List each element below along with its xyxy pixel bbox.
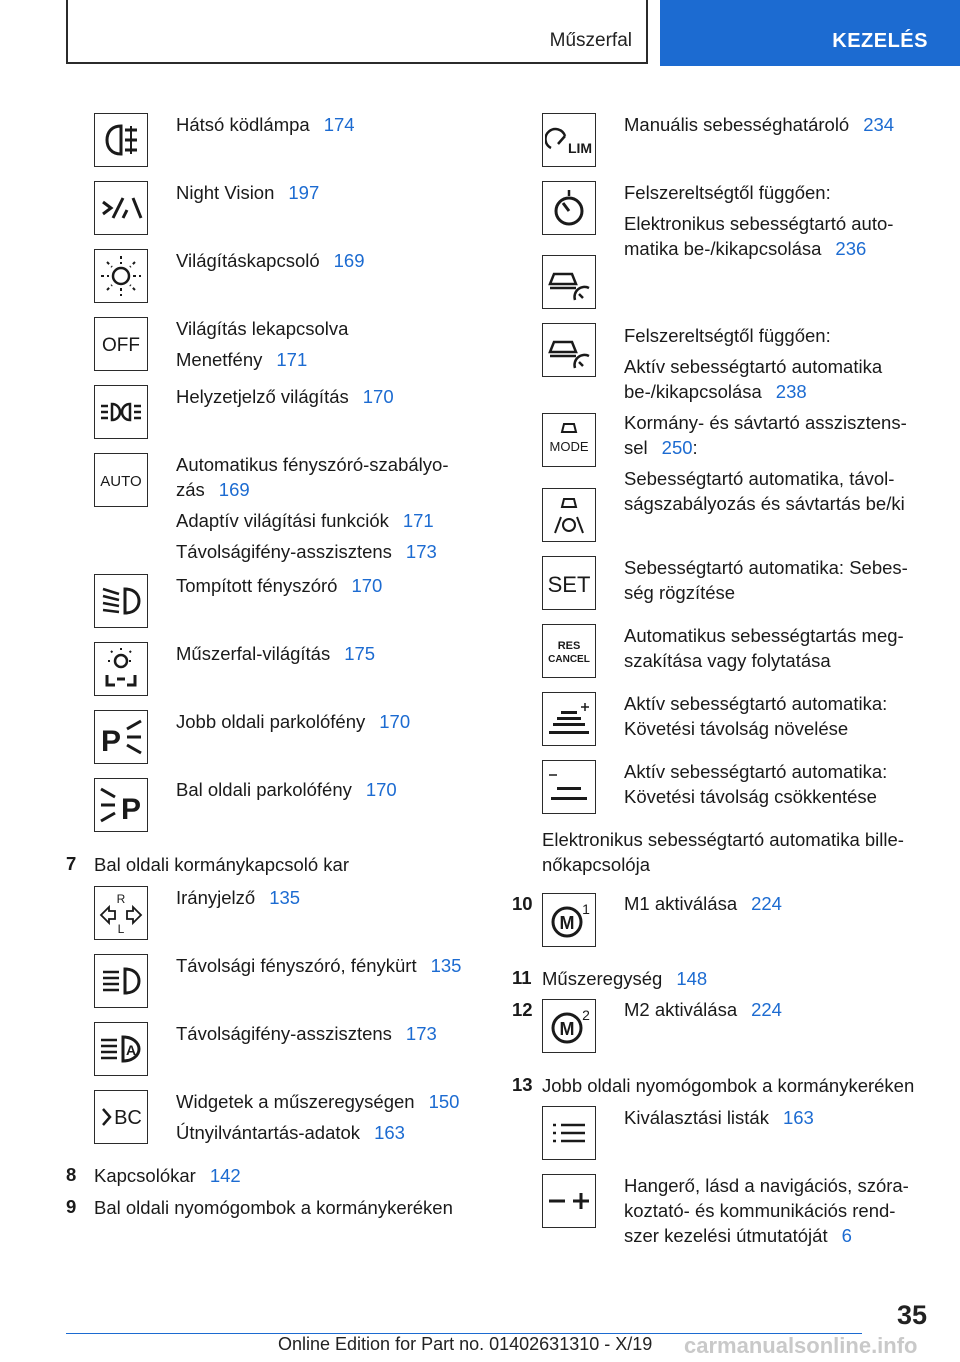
text: Távolságifény-asszisztens — [176, 541, 392, 562]
svg-text:1: 1 — [582, 901, 590, 917]
night-vision-icon — [94, 181, 148, 235]
text: Helyzetjelző világítás — [176, 386, 349, 407]
rear-fog-light-icon — [94, 113, 148, 167]
page-ref-link[interactable]: 170 — [365, 779, 397, 800]
page-ref-link[interactable]: 171 — [276, 349, 308, 370]
instrument-lighting-icon — [94, 642, 148, 696]
text: Sebességtartó automatika: Sebes- — [624, 557, 908, 578]
text: Elektronikus sebességtartó automatika bille- — [542, 829, 904, 850]
text: Kormány- és sávtartó asszisztens- — [624, 412, 907, 433]
m2-icon — [542, 999, 596, 1053]
page-ref-link[interactable]: 6 — [841, 1225, 852, 1246]
svg-text:P: P — [100, 725, 122, 758]
text: Hátsó ködlámpa — [176, 114, 310, 135]
off-icon — [94, 317, 148, 371]
page-ref-link[interactable]: 148 — [676, 968, 708, 989]
turn-signal-icon — [94, 886, 148, 940]
svg-text:L: L — [117, 922, 125, 936]
res-cancel-icon — [542, 624, 596, 678]
item-text: Bal oldali kormánykapcsoló kar — [94, 854, 350, 875]
item-number: 10 — [512, 893, 533, 914]
text: Adaptív világítási funkciók — [176, 510, 389, 531]
page-ref-link[interactable]: 236 — [835, 238, 867, 259]
item-number: 13 — [512, 1074, 533, 1095]
text: Aktív sebességtartó automatika — [624, 356, 883, 377]
text: Sebességtartó automatika, távol- — [624, 468, 895, 489]
text: Night Vision — [176, 182, 275, 203]
svg-text:P: P — [120, 793, 142, 826]
text: Világítás lekapcsolva — [176, 318, 349, 339]
text: Felszereltségtől függően: — [624, 325, 831, 346]
left-parking-light-icon — [94, 778, 148, 832]
text: szer kezelési útmutatóját — [624, 1225, 828, 1246]
distance-decrease-icon — [542, 760, 596, 814]
page-ref-link[interactable]: 135 — [430, 955, 462, 976]
text: Automatikus sebességtartás meg- — [624, 625, 904, 646]
page-ref-link[interactable]: 169 — [218, 479, 250, 500]
text: : — [692, 437, 698, 458]
page-number: 35 — [896, 1300, 927, 1330]
page-ref-link[interactable]: 163 — [374, 1122, 405, 1143]
text: Manuális sebességhatároló — [624, 114, 850, 135]
text: szakítása vagy folytatása — [624, 650, 831, 671]
text: Követési távolság csökkentése — [624, 786, 877, 807]
high-beam-icon — [94, 954, 148, 1008]
text: Műszerfal-világítás — [176, 643, 331, 664]
item-number: 12 — [512, 999, 533, 1020]
text: sel — [624, 437, 648, 458]
page-ref-link[interactable]: 163 — [782, 1107, 814, 1128]
text: Útnyilvántartás-adatok — [176, 1122, 361, 1143]
light-switch-icon — [94, 249, 148, 303]
text: Irányjelző — [176, 887, 256, 908]
text: matika be-/kikapcsolása — [624, 238, 822, 259]
item-number: 7 — [66, 853, 77, 874]
text: Távolsági fényszóró, fénykürt — [176, 955, 417, 976]
bc-icon-label: BC — [114, 1107, 142, 1129]
page-ref-link[interactable]: 170 — [379, 711, 411, 732]
text: Kiválasztási listák — [624, 1107, 769, 1128]
text: M1 aktiválása — [624, 893, 738, 914]
text: be-/kikapcsolása — [624, 381, 762, 402]
list-icon — [542, 1106, 596, 1160]
speed-limiter-icon — [542, 113, 596, 167]
page-ref-link[interactable]: 174 — [323, 114, 355, 135]
page-ref-link[interactable]: 135 — [269, 887, 301, 908]
text: koztató- és kommunikációs rend- — [624, 1200, 896, 1221]
text: Felszereltségtől függően: — [624, 182, 831, 203]
high-beam-assist-icon — [94, 1022, 148, 1076]
text: zás — [176, 479, 205, 500]
distance-increase-icon — [542, 692, 596, 746]
page-header — [0, 0, 960, 66]
page-ref-link[interactable]: 170 — [351, 575, 383, 596]
item-text: Bal oldali nyomógombok a kormánykeréken — [94, 1197, 453, 1218]
item-text: Kapcsolókar — [94, 1165, 196, 1186]
item-number: 8 — [66, 1164, 77, 1185]
page-ref-link[interactable]: 142 — [209, 1165, 241, 1186]
text: M2 aktiválása — [624, 999, 738, 1020]
active-cruise-icon — [542, 323, 596, 377]
text: nőkapcsolója — [542, 854, 650, 875]
watermark: carmanualsonline.info — [684, 1333, 918, 1358]
text: Jobb oldali parkolófény — [176, 711, 366, 732]
page-ref-link[interactable]: 250 — [661, 437, 693, 458]
svg-text:MODE: MODE — [549, 439, 589, 454]
item-text: Jobb oldali nyomógombok a kormánykeréken — [542, 1075, 915, 1096]
text: Világításkapcsoló — [176, 250, 320, 271]
auto-icon — [94, 453, 148, 507]
page-ref-link[interactable]: 175 — [344, 643, 376, 664]
item-number: 9 — [66, 1196, 77, 1217]
page-ref-link[interactable]: 224 — [751, 999, 782, 1020]
low-beam-icon — [94, 574, 148, 628]
res-icon-label: RES — [557, 640, 581, 652]
text: Widgetek a műszeregységen — [176, 1091, 415, 1112]
set-icon — [542, 556, 596, 610]
cancel-icon-label: CANCEL — [548, 654, 590, 665]
page-ref-link[interactable]: 169 — [333, 250, 365, 271]
page-ref-link[interactable]: 150 — [428, 1091, 460, 1112]
svg-text:2: 2 — [582, 1007, 590, 1023]
off-icon-label: OFF — [102, 335, 140, 356]
lane-keeping-icon — [542, 488, 596, 542]
text: ség rögzítése — [624, 582, 736, 603]
text: ságszabályozás és sávtartás be/ki — [624, 493, 905, 514]
text: Hangerő, lásd a navigációs, szóra- — [624, 1175, 909, 1196]
svg-text:A: A — [125, 1042, 137, 1058]
bc-icon — [94, 1090, 148, 1144]
page-ref-link[interactable]: 173 — [405, 1023, 437, 1044]
text: Bal oldali parkolófény — [176, 779, 352, 800]
m1-icon — [542, 893, 596, 947]
lim-icon-label: LIM — [567, 140, 593, 156]
item-number: 11 — [512, 967, 532, 988]
section-title: Műszerfal — [66, 0, 648, 64]
page-ref-link[interactable]: 238 — [775, 381, 807, 402]
cruise-car-icon — [542, 255, 596, 309]
footer-text: Online Edition for Part no. 01402631310 - X/19 — [278, 1334, 653, 1354]
right-parking-light-icon — [94, 710, 148, 764]
text: Aktív sebességtartó automatika: — [624, 761, 888, 782]
parking-lights-icon — [94, 385, 148, 439]
mode-icon — [542, 413, 596, 467]
chapter-tab: KEZELÉS — [660, 0, 960, 66]
text: Tompított fényszóró — [176, 575, 338, 596]
text: Automatikus fényszóró-szabályo- — [176, 454, 449, 475]
page-ref-link[interactable]: 171 — [402, 510, 434, 531]
page-ref-link[interactable]: 197 — [288, 182, 320, 203]
svg-text:M: M — [559, 913, 575, 933]
page-ref-link[interactable]: 224 — [751, 893, 782, 914]
svg-text:R: R — [116, 892, 126, 906]
set-icon-label: SET — [547, 572, 591, 597]
text: Távolságifény-asszisztens — [176, 1023, 392, 1044]
text: Követési távolság növelése — [624, 718, 849, 739]
item-text: Műszeregység — [542, 968, 663, 989]
page-ref-link[interactable]: 170 — [362, 386, 394, 407]
text: Aktív sebességtartó automatika: — [624, 693, 888, 714]
volume-icon — [542, 1174, 596, 1228]
text: Elektronikus sebességtartó auto- — [624, 213, 894, 234]
text: Menetfény — [176, 349, 263, 370]
svg-text:M: M — [559, 1019, 575, 1039]
auto-icon-label: AUTO — [100, 473, 142, 490]
page-ref-link[interactable]: 173 — [405, 541, 437, 562]
cruise-control-icon — [542, 181, 596, 235]
page-ref-link[interactable]: 234 — [863, 114, 895, 135]
